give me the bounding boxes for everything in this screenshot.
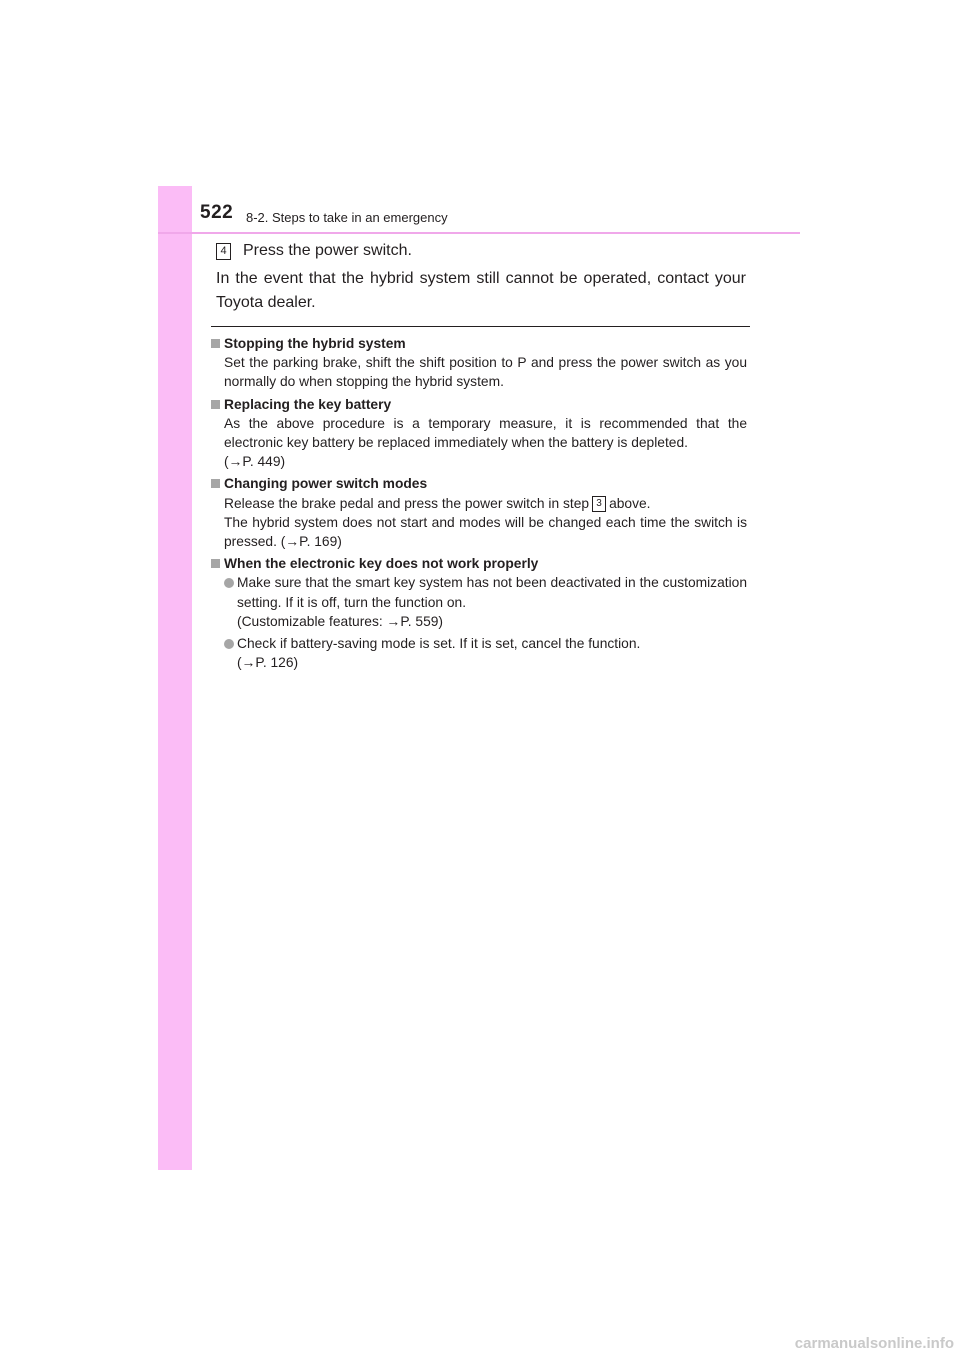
list-item: Check if battery-saving mode is set. If it is set, cancel the function. (→P. 126) <box>211 634 747 672</box>
square-bullet-icon <box>211 559 220 568</box>
note-body: As the above procedure is a temporary measure, it is recommended that the electronic key battery be replaced immediately when the battery is depleted. <box>224 415 747 451</box>
watermark: carmanualsonline.info <box>794 1335 954 1352</box>
chapter-tab-sidebar <box>158 186 192 1170</box>
page-reference: (→P. 126) <box>237 655 299 671</box>
note-heading: When the electronic key does not work properly <box>211 554 747 573</box>
note-body: The hybrid system does not start and modes will be changed each time the switch is pressed. (→P. 169) <box>224 514 747 550</box>
note-stopping <box>211 334 747 392</box>
notes-section <box>211 334 747 675</box>
note-heading: Stopping the hybrid system <box>211 334 747 353</box>
page-reference: (Customizable features: →P. 559) <box>237 613 444 629</box>
square-bullet-icon <box>211 400 220 409</box>
note-key-not-working <box>211 554 747 672</box>
step-instruction: Press the power switch. <box>243 242 412 259</box>
square-bullet-icon <box>211 339 220 348</box>
note-heading: Changing power switch modes <box>211 474 747 493</box>
section-divider <box>211 326 750 327</box>
note-body: Release the brake pedal and press the power switch in step 3 above. <box>224 495 651 511</box>
step-note: In the event that the hybrid system still cannot be operated, contact your Toyota dealer. <box>216 270 746 311</box>
inline-step-box: 3 <box>592 496 606 512</box>
page-number: 522 <box>200 202 234 223</box>
circle-bullet-icon <box>224 639 234 649</box>
note-heading: Replacing the key battery <box>211 395 747 414</box>
circle-bullet-icon <box>224 578 234 588</box>
page-reference: (→P. 449) <box>224 454 286 470</box>
square-bullet-icon <box>211 479 220 488</box>
note-body: Set the parking brake, shift the shift position to P and press the power switch as you normally do when stopping the hybrid system. <box>224 355 747 390</box>
note-power-modes <box>211 474 747 551</box>
header-rule <box>158 232 800 234</box>
list-item: Make sure that the smart key system has not been deactivated in the customization setting. If it is off, turn the function on. (Customizable features: →P. 559) <box>211 573 747 631</box>
section-title: 8-2. Steps to take in an emergency <box>246 210 448 225</box>
step-number-box: 4 <box>216 243 231 260</box>
note-key-battery <box>211 395 747 472</box>
